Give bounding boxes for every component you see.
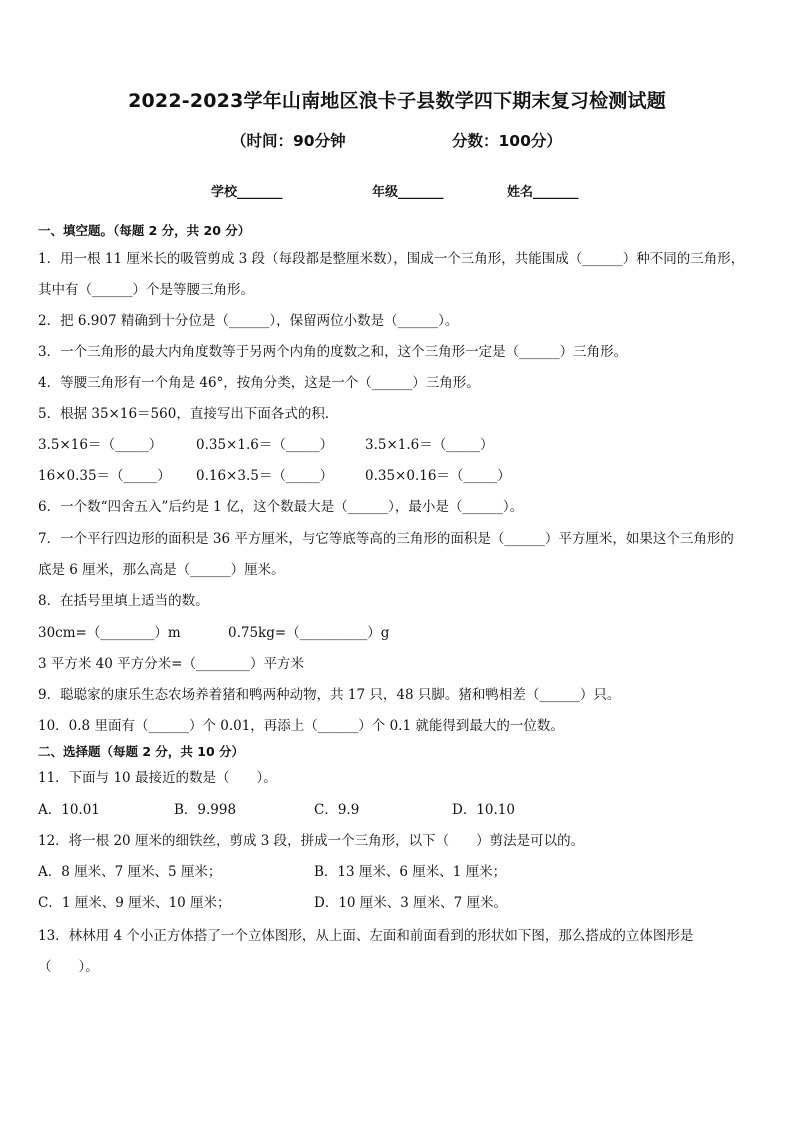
section-choice-heading: 二、选择题（每题 2 分，共 10 分）	[38, 744, 245, 759]
question-13-line-2: （ ）。	[38, 959, 99, 975]
exam-title: 2022-2023学年山南地区浪卡子县数学四下期末复习检测试题	[128, 90, 666, 112]
question-7-line-2: 底是 6 厘米，那么高是（______）厘米。	[38, 562, 285, 578]
question-13-line-1: 13．林林用 4 个小正方体搭了一个立体图形，从上面、左面和前面看到的形状如下图，那么搭成的立体图形是	[38, 928, 694, 944]
question-5-item: 3.5×16＝（_____）	[38, 437, 163, 453]
question-2: 2．把 6.907 精确到十分位是（______），保留两位小数是（______）。	[38, 313, 459, 329]
question-1-line-1: 1．用一根 11 厘米长的吸管剪成 3 段（每段都是整厘米数），围成一个三角形，共能围成（______）种不同的三角形，	[38, 251, 745, 267]
grade-field: 年级_______	[372, 185, 444, 200]
question-12: 12．将一根 20 厘米的细铁丝，剪成 3 段，拼成一个三角形，以下（ ）剪法是可以的。	[38, 833, 585, 849]
question-11-option-a: A．10.01	[38, 802, 100, 818]
question-7-line-1: 7．一个平行四边形的面积是 36 平方厘米，与它等底等高的三角形的面积是（______）平方厘米，如果这个三角形的	[38, 531, 734, 547]
question-11-option-c: C．9.9	[314, 802, 360, 818]
question-11-option-b: B．9.998	[174, 802, 237, 818]
school-field: 学校_______	[211, 185, 283, 200]
question-8-c: 3 平方米 40 平方分米=（________）平方米	[38, 656, 304, 672]
exam-score: 分数：100分）	[452, 132, 562, 150]
question-11: 11．下面与 10 最接近的数是（ ）。	[38, 770, 277, 786]
question-9: 9．聪聪家的康乐生态农场养着猪和鸭两种动物，共 17 只，48 只脚。猪和鸭相差（______）只。	[38, 687, 621, 703]
question-5-item: 16×0.35＝（_____）	[38, 468, 171, 484]
question-11-option-d: D．10.10	[452, 802, 515, 818]
question-8: 8．在括号里填上适当的数。	[38, 593, 209, 609]
question-6: 6．一个数“四舍五入”后约是 1 亿，这个数最大是（______），最小是（______）。	[38, 499, 524, 515]
exam-time: （时间：90分钟	[231, 132, 346, 150]
question-12-option-c: C．1 厘米、9 厘米、10 厘米；	[38, 895, 231, 911]
question-8-b: 0.75kg=（__________）g	[228, 625, 390, 641]
question-12-option-d: D．10 厘米、3 厘米、7 厘米。	[314, 895, 508, 911]
question-5-item: 0.35×1.6＝（_____）	[196, 437, 334, 453]
question-1-line-2: 其中有（______）个是等腰三角形。	[38, 282, 254, 298]
question-5: 5．根据 35×16＝560，直接写出下面各式的积．	[38, 406, 339, 422]
question-8-a: 30cm=（________）m	[38, 625, 181, 641]
question-10: 10．0.8 里面有（______）个 0.01，再添上（______）个 0.1 就能得到最大的一位数。	[38, 718, 564, 734]
question-12-option-b: B．13 厘米、6 厘米、1 厘米；	[314, 864, 507, 880]
question-4: 4．等腰三角形有一个角是 46°，按角分类，这是一个（______）三角形。	[38, 375, 480, 391]
name-field: 姓名_______	[507, 185, 579, 200]
question-12-option-a: A．8 厘米、7 厘米、5 厘米；	[38, 864, 222, 880]
question-5-item: 0.35×0.16＝（_____）	[365, 468, 511, 484]
section-fill-heading: 一、填空题。（每题 2 分，共 20 分）	[38, 223, 251, 238]
question-3: 3．一个三角形的最大内角度数等于另两个内角的度数之和，这个三角形一定是（______）三角形。	[38, 344, 628, 360]
question-5-item: 0.16×3.5＝（_____）	[196, 468, 334, 484]
question-5-item: 3.5×1.6＝（_____）	[365, 437, 494, 453]
